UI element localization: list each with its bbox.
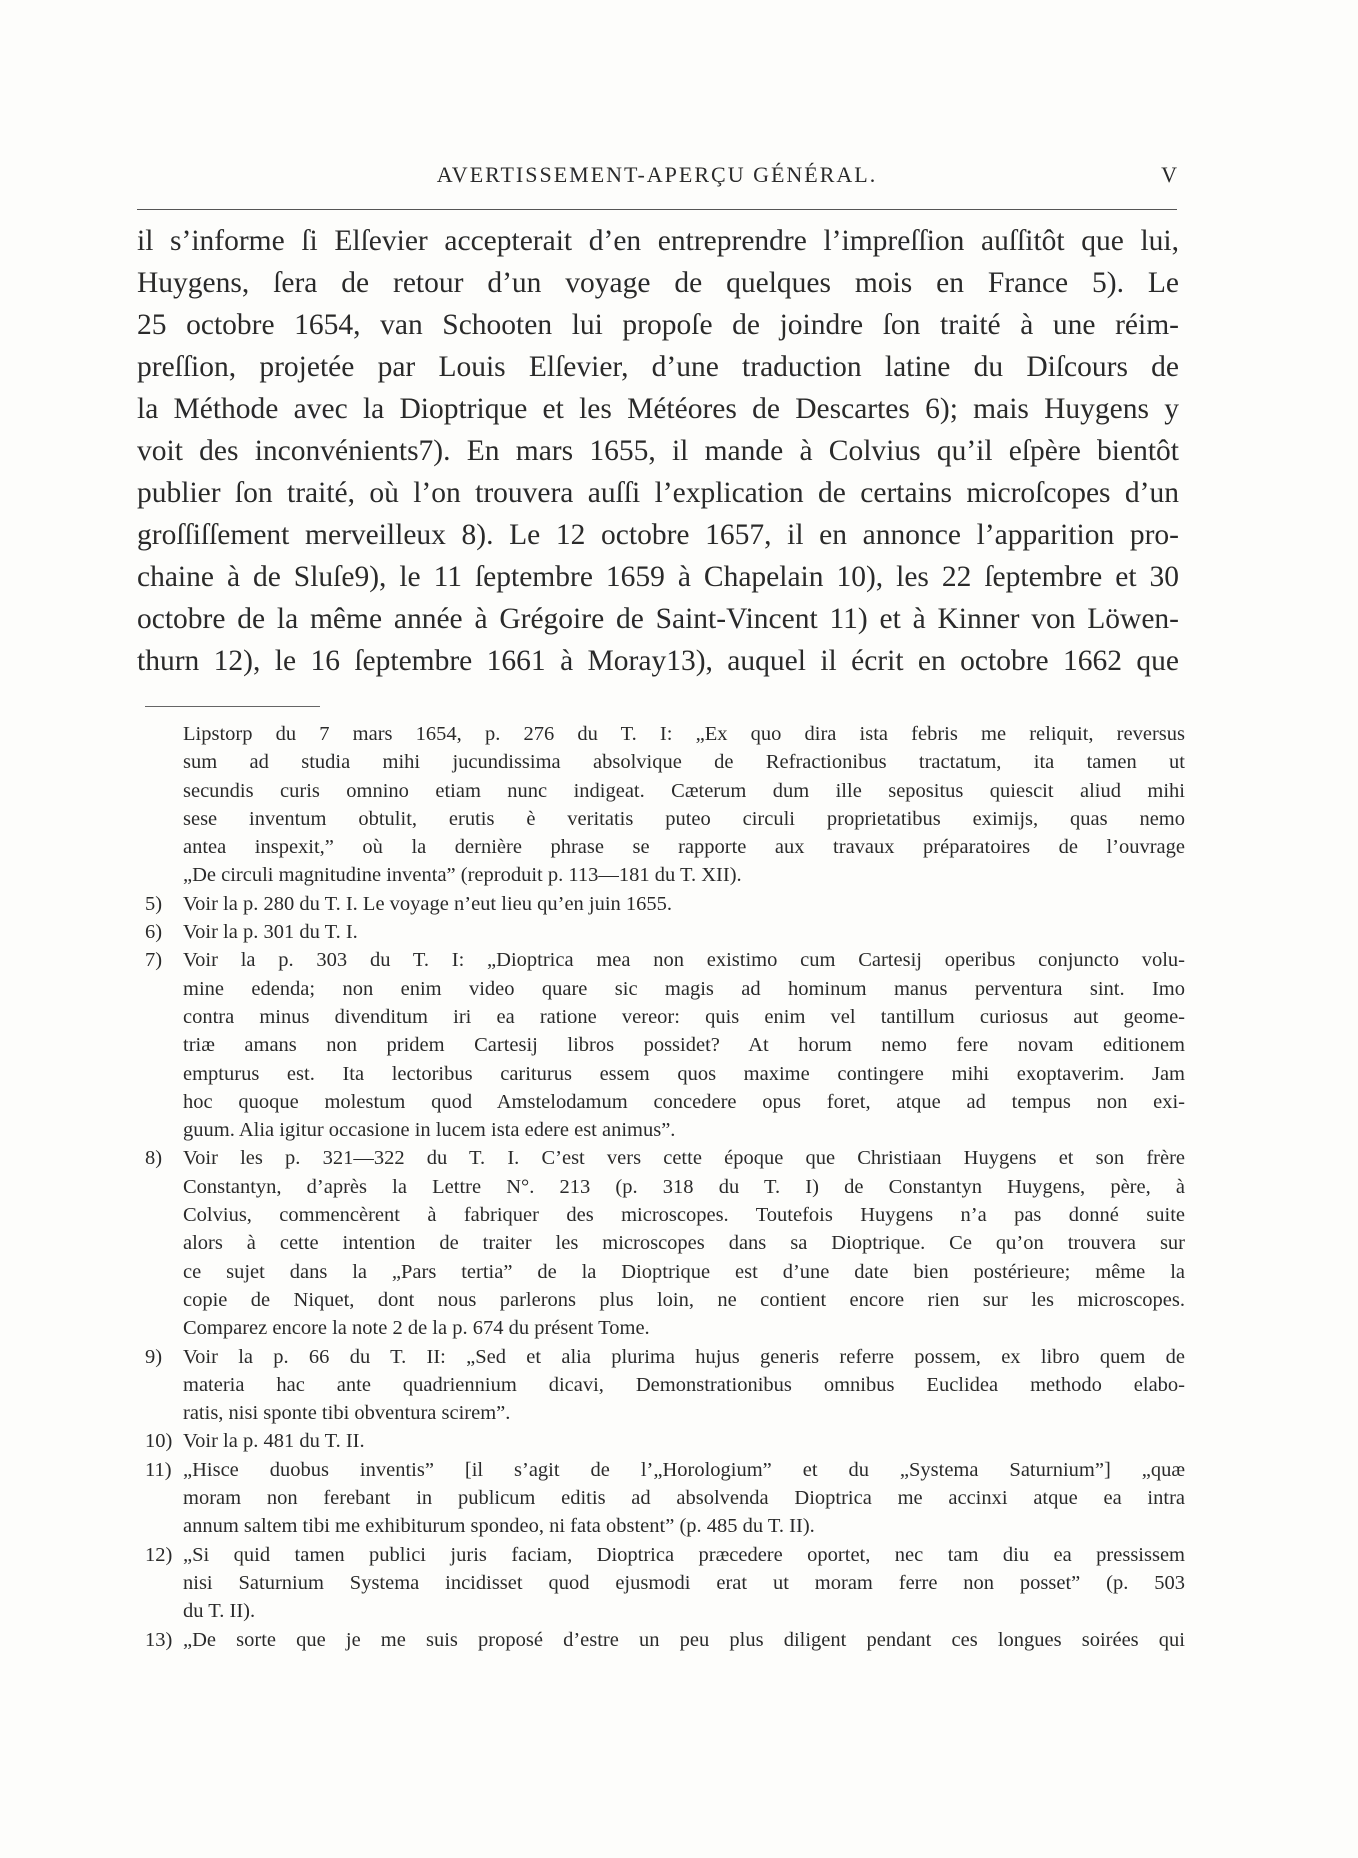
footnote-body (183, 918, 1185, 946)
footnote-line: alors à cette intention de traiter les microscopes dans sa Dioptrique. Ce qu’on trouvera sur (183, 1232, 1185, 1255)
footnote-line: mine edenda; non enim video quare sic magis ad hominum manus perventura sint. Imo (183, 977, 1185, 1000)
main-text-line: chaine à de Sluſe9), le 11 ſeptembre 1659 à Chapelain 10), les 22 ſeptembre et 30 (137, 561, 1179, 593)
footnote-line: Voir la p. 280 du T. I. Le voyage n’eut lieu qu’en juin 1655. (183, 892, 673, 915)
footnote-line: sese inventum obtulit, erutis è veritatis puteo circuli proprietatibus eximijs, quas nemo (183, 807, 1185, 830)
footnote (145, 1427, 1185, 1455)
main-text-line: voit des inconvénients7). En mars 1655, il mande à Colvius qu’il eſpère bientôt (137, 435, 1179, 467)
header-rule (137, 209, 1177, 210)
footnote-line: „De circuli magnitudine inventa” (reproduit p. 113—181 du T. XII). (183, 864, 742, 887)
footnote-line: triæ amans non pridem Cartesij libros possidet? At horum nemo fere novam editionem (183, 1034, 1185, 1057)
footnote-line: annum saltem tibi me exhibiturum spondeo, ni fata obstent” (p. 485 du T. II). (183, 1515, 815, 1538)
footnote-line: antea inspexit,” où la dernière phrase se rapporte aux travaux préparatoires de l’ouvrage (183, 836, 1185, 859)
footnote-mark: 13) (145, 1628, 173, 1651)
footnote-body (183, 1144, 1185, 1342)
footnote (145, 1541, 1185, 1626)
footnote-mark: 5) (145, 892, 163, 915)
main-text-line: il s’informe ſi Elſevier accepterait d’en entreprendre l’impreſſion auſſitôt que lui, (137, 225, 1179, 257)
page-number: V (1161, 162, 1177, 187)
footnote-line: ratis, nisi sponte tibi obventura scirem”. (183, 1402, 511, 1425)
footnote-line: Colvius, commencèrent à fabriquer des microscopes. Toutefois Huygens n’a pas donné suite (183, 1204, 1185, 1227)
footnote-line: Voir la p. 481 du T. II. (183, 1430, 365, 1453)
main-text-line: thurn 12), le 16 ſeptembre 1661 à Moray13), auquel il écrit en octobre 1662 que (137, 645, 1179, 677)
footnote-line: Voir les p. 321—322 du T. I. C’est vers cette époque que Christiaan Huygens et son frère (183, 1147, 1185, 1170)
footnote (145, 1144, 1185, 1342)
footnote (145, 1343, 1185, 1428)
footnote-mark: 6) (145, 921, 163, 944)
main-text-line: publier ſon traité, où l’on trouvera auſſi l’explication de certains microſcopes d’un (137, 477, 1179, 509)
footnote-line: du T. II). (183, 1600, 256, 1623)
footnote-continuation (145, 720, 1185, 890)
footnote-line: ce sujet dans la „Pars tertia” de la Dioptrique est d’une date bien postérieure; même la (183, 1260, 1185, 1283)
footnotes (145, 720, 1185, 1654)
footnote-body (183, 946, 1185, 1144)
page-header (137, 162, 1177, 194)
footnote-mark: 7) (145, 949, 163, 972)
footnote-line: contra minus divenditum iri ea ratione vereor: quis enim vel tantillum curiosus aut geome- (183, 1005, 1185, 1028)
footnote-line: nisi Saturnium Systema incidisset quod ejusmodi erat ut moram ferre non posset” (p. 503 (183, 1571, 1185, 1594)
footnote-body (183, 890, 1185, 918)
footnote-line: Voir la p. 303 du T. I: „Dioptrica mea non existimo cum Cartesij operibus conjuncto volu- (183, 949, 1185, 972)
footnote-line: secundis curis omnino etiam nunc indigeat. Cæterum dum ille sepositus quiescit aliud mihi (183, 779, 1185, 802)
footnote (145, 946, 1185, 1144)
footnote-body (183, 1343, 1185, 1428)
footnote-line: copie de Niquet, dont nous parlerons plus loin, ne contient encore rien sur les microscopes. (183, 1288, 1185, 1311)
footnote-line: sum ad studia mihi jucundissima absolvique de Refractionibus tractatum, ita tamen ut (183, 751, 1185, 774)
footnote (145, 1626, 1185, 1654)
footnote-line: Constantyn, d’après la Lettre N°. 213 (p. 318 du T. I) de Constantyn Huygens, père, à (183, 1175, 1185, 1198)
footnote-line: „Si quid tamen publici juris faciam, Dioptrica præcedere oportet, nec tam diu ea pressissem (183, 1543, 1185, 1566)
footnote-line: hoc quoque molestum quod Amstelodamum concedere opus foret, atque ad tempus non exi- (183, 1090, 1185, 1113)
footnote-line: Lipstorp du 7 mars 1654, p. 276 du T. I: „Ex quo dira ista febris me reliquit, reversus (183, 723, 1185, 745)
main-text-line: preſſion, projetée par Louis Elſevier, d’une traduction latine du Diſcours de (137, 351, 1179, 383)
footnote (145, 918, 1185, 946)
footnote (145, 1456, 1185, 1541)
footnote-line: „Hisce duobus inventis” [il s’agit de l’„Horologium” et du „Systema Saturnium”] „quæ (183, 1458, 1185, 1481)
footnote-line: Voir la p. 301 du T. I. (183, 921, 358, 944)
footnote-mark: 10) (145, 1430, 173, 1453)
main-text-line: Huygens, ſera de retour d’un voyage de quelques mois en France 5). Le (137, 267, 1179, 299)
running-head: AVERTISSEMENT-APERÇU GÉNÉRAL. (436, 162, 878, 187)
main-text (137, 220, 1179, 682)
footnote-mark: 8) (145, 1147, 163, 1170)
footnote-line: moram non ferebant in publicum editis ad absolvenda Dioptrica me accinxi atque ea intra (183, 1487, 1185, 1510)
footnote-body (183, 1626, 1185, 1654)
footnote-mark: 12) (145, 1543, 173, 1566)
footnote-body (183, 1456, 1185, 1541)
footnote-line: empturus est. Ita lectoribus cariturus essem quos maxime contingere mihi exoptaverim. Jam (183, 1062, 1185, 1085)
footnote-body (183, 1427, 1185, 1455)
footnote-mark: 9) (145, 1345, 163, 1368)
main-text-line: la Méthode avec la Dioptrique et les Météores de Descartes 6); mais Huygens y (137, 393, 1179, 425)
footnote-line: guum. Alia igitur occasione in lucem ista edere est animus”. (183, 1119, 676, 1142)
main-text-line: octobre de la même année à Grégoire de Saint-Vincent 11) et à Kinner von Löwen- (137, 603, 1179, 635)
footnote (145, 890, 1185, 918)
footnote-line: materia hac ante quadriennium dicavi, Demonstrationibus omnibus Euclidea methodo elabo- (183, 1373, 1185, 1396)
footnote-rule (145, 706, 320, 707)
main-text-line: 25 octobre 1654, van Schooten lui propoſe de joindre ſon traité à une réim- (137, 309, 1179, 341)
footnote-line: Comparez encore la note 2 de la p. 674 du présent Tome. (183, 1317, 650, 1340)
footnote-mark: 11) (145, 1458, 172, 1481)
footnote-line: Voir la p. 66 du T. II: „Sed et alia plurima hujus generis referre possem, ex libro quem de (183, 1345, 1185, 1368)
footnote-line: „De sorte que je me suis proposé d’estre un peu plus diligent pendant ces longues soirées qui (183, 1628, 1185, 1651)
footnote-body (183, 1541, 1185, 1626)
main-text-line: groſſiſſement merveilleux 8). Le 12 octobre 1657, il en annonce l’apparition pro- (137, 519, 1179, 551)
